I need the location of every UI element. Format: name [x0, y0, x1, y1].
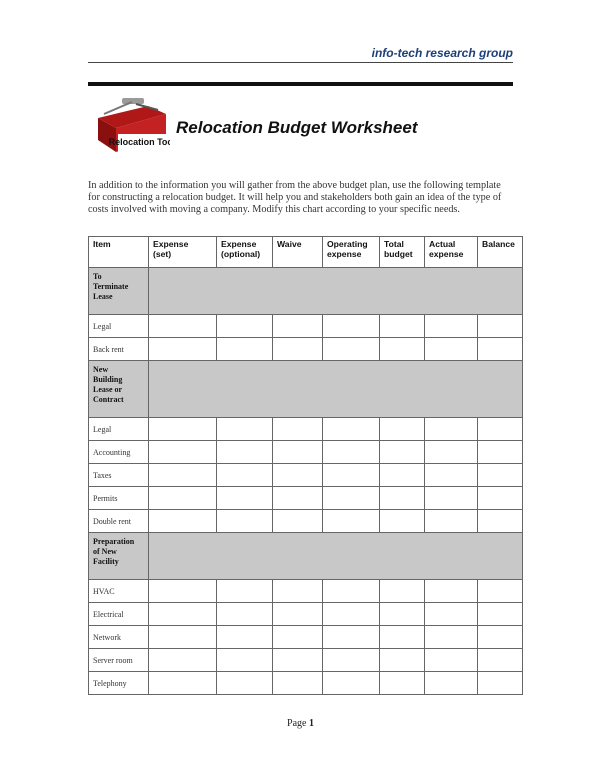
budget-cell[interactable]: [425, 649, 478, 672]
budget-cell[interactable]: [217, 649, 273, 672]
toolbox-logo: [92, 96, 170, 158]
section-label-line: Lease: [93, 292, 113, 301]
column-header: [89, 237, 149, 268]
budget-cell[interactable]: [380, 510, 425, 533]
column-header: [149, 237, 217, 268]
column-header-line: Item: [93, 239, 111, 249]
budget-cell[interactable]: [478, 338, 523, 361]
section-label-line: Building: [93, 375, 123, 384]
budget-cell[interactable]: [478, 626, 523, 649]
column-header-line: Expense: [221, 239, 257, 249]
budget-cell[interactable]: [217, 315, 273, 338]
table-row: [89, 464, 523, 487]
budget-cell[interactable]: [425, 580, 478, 603]
table-row: [89, 672, 523, 695]
budget-cell[interactable]: [273, 464, 323, 487]
budget-cell[interactable]: [478, 649, 523, 672]
budget-cell[interactable]: [323, 626, 380, 649]
budget-cell[interactable]: [478, 418, 523, 441]
budget-cell[interactable]: [149, 464, 217, 487]
section-row: [89, 533, 523, 580]
item-label: HVAC: [89, 580, 149, 603]
table-row: [89, 487, 523, 510]
budget-cell[interactable]: [425, 315, 478, 338]
item-label: Accounting: [89, 441, 149, 464]
column-header: [478, 237, 523, 268]
budget-cell[interactable]: [273, 672, 323, 695]
brand-name: info-tech research group: [371, 46, 513, 60]
budget-cell[interactable]: [425, 338, 478, 361]
budget-cell[interactable]: [273, 338, 323, 361]
column-header-line: expense: [327, 249, 362, 259]
table-row: [89, 315, 523, 338]
item-label: Legal: [89, 315, 149, 338]
budget-cell[interactable]: [149, 418, 217, 441]
budget-cell[interactable]: [478, 672, 523, 695]
column-header-line: budget: [384, 249, 413, 259]
page-title: Relocation Budget Worksheet: [176, 118, 418, 137]
budget-cell[interactable]: [217, 338, 273, 361]
table-row: [89, 441, 523, 464]
budget-cell[interactable]: [149, 626, 217, 649]
header-rule-thin: [88, 62, 513, 63]
logo-label: Relocation Tool: [108, 137, 170, 147]
section-label-line: Facility: [93, 557, 119, 566]
header-rule-thick: [88, 82, 513, 86]
page-number: 1: [308, 718, 314, 729]
section-label: [89, 533, 149, 580]
column-header: [380, 237, 425, 268]
section-label-line: of New: [93, 547, 117, 556]
intro-paragraph: In addition to the information you will gather from the above budget plan, use the following template for constructing a relocation budget. It will help you and stakeholders both gain an idea of the type of costs involved with moving a company. Modify this chart according to your specific needs.: [88, 180, 502, 215]
budget-cell[interactable]: [425, 464, 478, 487]
column-header-line: Actual: [429, 239, 456, 249]
budget-cell[interactable]: [273, 418, 323, 441]
item-label: Network: [89, 626, 149, 649]
budget-cell[interactable]: [323, 418, 380, 441]
table-header-row: [89, 237, 523, 268]
table-row: [89, 649, 523, 672]
section-label-line: Contract: [93, 395, 124, 404]
budget-cell[interactable]: [217, 418, 273, 441]
column-header-line: expense: [429, 249, 464, 259]
item-label: Permits: [89, 487, 149, 510]
budget-cell[interactable]: [323, 487, 380, 510]
column-header-line: Expense: [153, 239, 189, 249]
budget-cell[interactable]: [149, 338, 217, 361]
budget-cell[interactable]: [217, 510, 273, 533]
item-label: Double rent: [89, 510, 149, 533]
budget-cell[interactable]: [478, 580, 523, 603]
page-label: Page: [287, 718, 307, 729]
section-row: [89, 268, 523, 315]
budget-cell[interactable]: [323, 580, 380, 603]
budget-cell[interactable]: [478, 441, 523, 464]
section-label-line: New: [93, 365, 109, 374]
table-row: [89, 418, 523, 441]
table-row: [89, 510, 523, 533]
column-header-line: Waive: [277, 239, 302, 249]
column-header: [217, 237, 273, 268]
budget-cell[interactable]: [323, 510, 380, 533]
budget-cell[interactable]: [380, 672, 425, 695]
budget-cell[interactable]: [273, 441, 323, 464]
page-footer: [0, 718, 601, 729]
budget-cell[interactable]: [323, 464, 380, 487]
item-label: Electrical: [89, 603, 149, 626]
item-label: Server room: [89, 649, 149, 672]
table-row: [89, 338, 523, 361]
budget-cell[interactable]: [273, 649, 323, 672]
budget-cell[interactable]: [380, 441, 425, 464]
budget-cell[interactable]: [217, 672, 273, 695]
column-header: [425, 237, 478, 268]
budget-cell[interactable]: [149, 649, 217, 672]
budget-cell[interactable]: [217, 441, 273, 464]
budget-cell[interactable]: [217, 487, 273, 510]
budget-cell[interactable]: [217, 580, 273, 603]
budget-cell[interactable]: [380, 315, 425, 338]
budget-cell[interactable]: [149, 580, 217, 603]
budget-cell[interactable]: [323, 441, 380, 464]
section-fill: [149, 268, 523, 315]
budget-cell[interactable]: [478, 487, 523, 510]
budget-cell[interactable]: [217, 626, 273, 649]
budget-cell[interactable]: [273, 580, 323, 603]
budget-cell[interactable]: [380, 464, 425, 487]
budget-cell[interactable]: [273, 487, 323, 510]
budget-cell[interactable]: [425, 510, 478, 533]
budget-cell[interactable]: [217, 464, 273, 487]
section-fill: [149, 361, 523, 418]
budget-cell[interactable]: [149, 603, 217, 626]
toolbox-icon: [92, 96, 170, 158]
budget-cell[interactable]: [323, 338, 380, 361]
section-fill: [149, 533, 523, 580]
column-header-line: Total: [384, 239, 404, 249]
column-header-line: (set): [153, 249, 172, 259]
budget-cell[interactable]: [425, 418, 478, 441]
budget-cell[interactable]: [380, 418, 425, 441]
budget-cell[interactable]: [273, 315, 323, 338]
budget-cell[interactable]: [380, 487, 425, 510]
budget-cell[interactable]: [273, 510, 323, 533]
budget-cell[interactable]: [149, 672, 217, 695]
budget-cell[interactable]: [478, 315, 523, 338]
item-label: Legal: [89, 418, 149, 441]
budget-cell[interactable]: [425, 626, 478, 649]
budget-cell[interactable]: [425, 487, 478, 510]
budget-cell[interactable]: [149, 441, 217, 464]
section-row: [89, 361, 523, 418]
section-label-line: Preparation: [93, 537, 135, 546]
section-label-line: Terminate: [93, 282, 129, 291]
budget-cell[interactable]: [323, 315, 380, 338]
column-header: [323, 237, 380, 268]
budget-cell[interactable]: [273, 626, 323, 649]
item-label: Telephony: [89, 672, 149, 695]
budget-cell[interactable]: [425, 441, 478, 464]
budget-cell[interactable]: [149, 315, 217, 338]
budget-cell[interactable]: [273, 603, 323, 626]
budget-cell[interactable]: [323, 649, 380, 672]
budget-cell[interactable]: [380, 603, 425, 626]
budget-cell[interactable]: [380, 580, 425, 603]
section-label: [89, 268, 149, 315]
section-label-line: To: [93, 272, 102, 281]
budget-cell[interactable]: [380, 338, 425, 361]
budget-cell[interactable]: [380, 626, 425, 649]
budget-cell[interactable]: [380, 649, 425, 672]
column-header-line: Operating: [327, 239, 368, 249]
budget-table: [88, 236, 523, 695]
budget-cell[interactable]: [425, 672, 478, 695]
item-label: Taxes: [89, 464, 149, 487]
budget-cell[interactable]: [478, 464, 523, 487]
budget-cell[interactable]: [323, 603, 380, 626]
budget-cell[interactable]: [478, 510, 523, 533]
budget-cell[interactable]: [149, 510, 217, 533]
table-row: [89, 626, 523, 649]
budget-cell[interactable]: [425, 603, 478, 626]
budget-cell[interactable]: [217, 603, 273, 626]
budget-cell[interactable]: [323, 672, 380, 695]
budget-cell[interactable]: [478, 603, 523, 626]
section-label: [89, 361, 149, 418]
column-header-line: (optional): [221, 249, 261, 259]
table-row: [89, 603, 523, 626]
budget-cell[interactable]: [149, 487, 217, 510]
column-header-line: Balance: [482, 239, 515, 249]
item-label: Back rent: [89, 338, 149, 361]
section-label-line: Lease or: [93, 385, 123, 394]
table-row: [89, 580, 523, 603]
column-header: [273, 237, 323, 268]
